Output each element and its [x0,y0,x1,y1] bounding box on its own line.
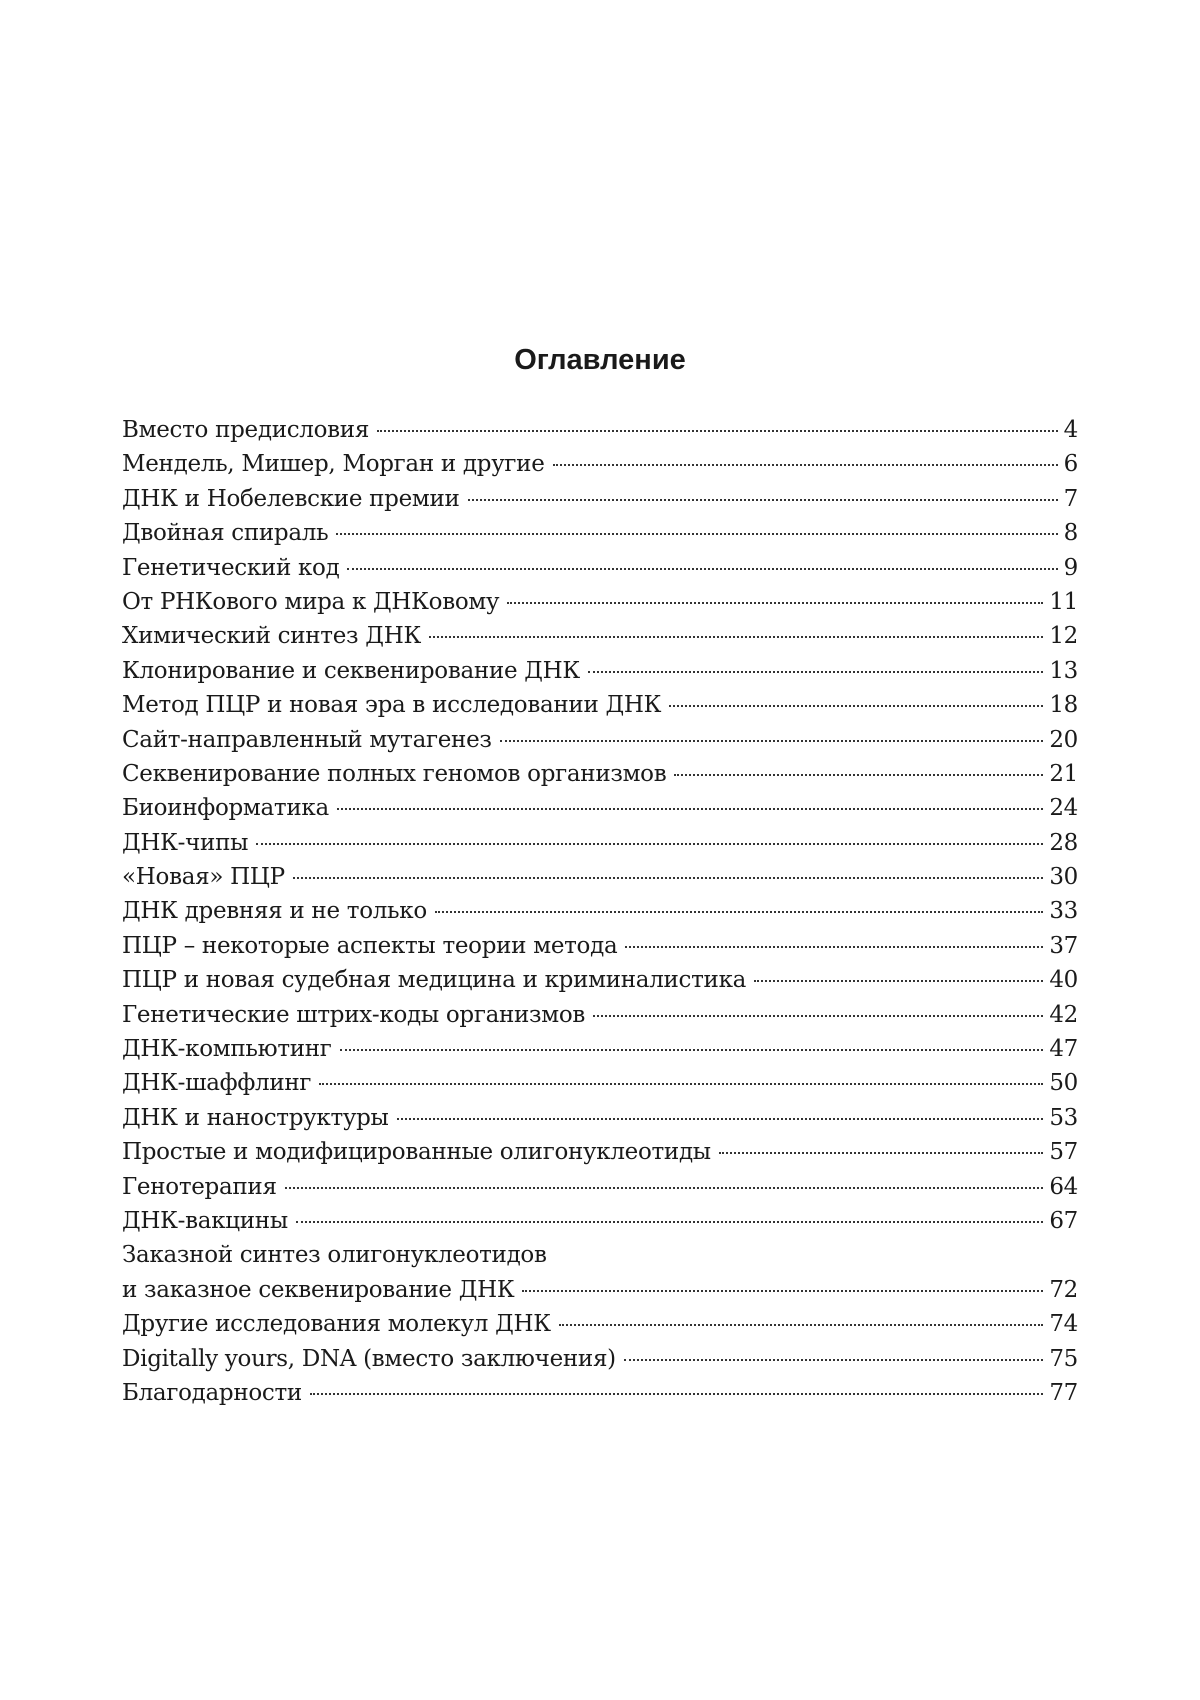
dot-leader [296,1221,1044,1223]
toc-page-number: 42 [1049,998,1078,1032]
toc-entry-title: Мендель, Мишер, Морган и другие [122,447,545,481]
dot-leader [429,636,1043,638]
dot-leader [719,1152,1044,1154]
toc-page-number: 50 [1049,1066,1078,1100]
toc-entry[interactable] [122,1066,1078,1100]
dot-leader [256,843,1043,845]
toc-entry[interactable] [122,413,1078,447]
toc-entry[interactable] [122,894,1078,928]
dot-leader [340,1049,1044,1051]
toc-page-number: 77 [1049,1376,1078,1410]
toc-page-number: 9 [1064,551,1078,585]
toc-page-number: 57 [1049,1135,1078,1169]
toc-entry-title: Генетические штрих-коды организмов [122,998,585,1032]
toc-entry[interactable] [122,688,1078,722]
toc-entry-title: Благодарности [122,1376,302,1410]
toc-entry[interactable] [122,1342,1078,1376]
toc-entry-title: ПЦР – некоторые аспекты теории метода [122,929,617,963]
toc-page-number: 21 [1049,757,1078,791]
toc-entry-title: Клонирование и секвенирование ДНК [122,654,580,688]
dot-leader [624,1359,1044,1361]
toc-page-number: 67 [1049,1204,1078,1238]
toc-entry[interactable] [122,482,1078,516]
toc-entry-title: ДНК-шаффлинг [122,1066,311,1100]
toc-entry[interactable] [122,447,1078,481]
toc-entry[interactable] [122,1170,1078,1204]
toc-entry-title: Генетический код [122,551,339,585]
toc-page-number: 18 [1049,688,1078,722]
toc-page-number: 24 [1049,791,1078,825]
toc-entry[interactable] [122,963,1078,997]
dot-leader [669,705,1043,707]
dot-leader [553,464,1058,466]
toc-entry-title: Химический синтез ДНК [122,619,421,653]
dot-leader [285,1187,1044,1189]
dot-leader [468,499,1058,501]
dot-leader [310,1393,1043,1395]
dot-leader [337,808,1043,810]
toc-page-number: 33 [1049,894,1078,928]
toc-entry[interactable] [122,860,1078,894]
toc-page-number: 11 [1049,585,1078,619]
toc-entry[interactable] [122,826,1078,860]
dot-leader [559,1324,1044,1326]
toc-entry-title: ДНК древняя и не только [122,894,427,928]
toc-entry-title: Digitally yours, DNA (вместо заключения) [122,1342,616,1376]
toc-entry-title: Секвенирование полных геномов организмов [122,757,666,791]
dot-leader [319,1083,1043,1085]
toc-entry-title: «Новая» ПЦР [122,860,285,894]
toc-entry-title: ДНК-вакцины [122,1204,288,1238]
toc-entry[interactable] [122,998,1078,1032]
toc-entry-title-line-2: и заказное секвенирование ДНК [122,1273,514,1307]
toc-page-number: 53 [1049,1101,1078,1135]
dot-leader [754,980,1043,982]
toc-page-number: 6 [1064,447,1078,481]
toc-entry[interactable] [122,929,1078,963]
toc-entry-title: Двойная спираль [122,516,328,550]
toc-page-number: 64 [1049,1170,1078,1204]
dot-leader [347,568,1057,570]
toc-page-number: 30 [1049,860,1078,894]
dot-leader [397,1118,1044,1120]
dot-leader [588,671,1043,673]
toc-page-number: 7 [1064,482,1078,516]
toc-entry-title: ПЦР и новая судебная медицина и криминалистика [122,963,746,997]
toc-entry[interactable] [122,723,1078,757]
toc-entry-title: От РНКового мира к ДНКовому [122,585,499,619]
dot-leader [522,1290,1043,1292]
toc-entry-title: ДНК-компьютинг [122,1032,332,1066]
toc-entry[interactable] [122,1238,1078,1307]
toc-page-number: 74 [1049,1307,1078,1341]
dot-leader [377,430,1058,432]
toc-page-number: 20 [1049,723,1078,757]
dot-leader [336,533,1057,535]
toc-entry-title: Простые и модифицированные олигонуклеотиды [122,1135,711,1169]
toc-page-number: 72 [1049,1273,1078,1307]
toc-entry[interactable] [122,516,1078,550]
toc-entry[interactable] [122,551,1078,585]
toc-entry-title: Другие исследования молекул ДНК [122,1307,551,1341]
toc-page-number: 8 [1064,516,1078,550]
toc-entry-title-line-1: Заказной синтез олигонуклеотидов [122,1238,1078,1272]
dot-leader [625,946,1043,948]
toc-entry[interactable] [122,1204,1078,1238]
toc-entry[interactable] [122,654,1078,688]
toc-page-number: 47 [1049,1032,1078,1066]
table-of-contents [122,413,1078,1410]
toc-entry[interactable] [122,619,1078,653]
dot-leader [507,602,1043,604]
toc-entry[interactable] [122,1032,1078,1066]
toc-page-number: 13 [1049,654,1078,688]
toc-page-number: 28 [1049,826,1078,860]
toc-page-number: 12 [1049,619,1078,653]
toc-page-number: 37 [1049,929,1078,963]
toc-page-number: 75 [1049,1342,1078,1376]
toc-entry[interactable] [122,1135,1078,1169]
toc-page-number: 4 [1064,413,1078,447]
toc-entry-title: Метод ПЦР и новая эра в исследовании ДНК [122,688,661,722]
toc-entry-title: ДНК и наноструктуры [122,1101,389,1135]
toc-entry[interactable] [122,1376,1078,1410]
toc-entry-title: Вместо предисловия [122,413,369,447]
dot-leader [593,1015,1043,1017]
toc-entry[interactable] [122,585,1078,619]
toc-entry[interactable] [122,1101,1078,1135]
toc-entry-title: Сайт-направленный мутагенез [122,723,492,757]
toc-entry[interactable] [122,791,1078,825]
toc-entry-title: Генотерапия [122,1170,277,1204]
dot-leader [500,740,1044,742]
toc-entry-title: ДНК-чипы [122,826,248,860]
toc-entry[interactable] [122,757,1078,791]
dot-leader [674,774,1043,776]
toc-page-number: 40 [1049,963,1078,997]
toc-entry-title: ДНК и Нобелевские премии [122,482,460,516]
toc-entry[interactable] [122,1307,1078,1341]
page-title: Оглавление [0,340,1200,380]
toc-entry-title: Биоинформатика [122,791,329,825]
dot-leader [293,877,1044,879]
dot-leader [435,911,1043,913]
